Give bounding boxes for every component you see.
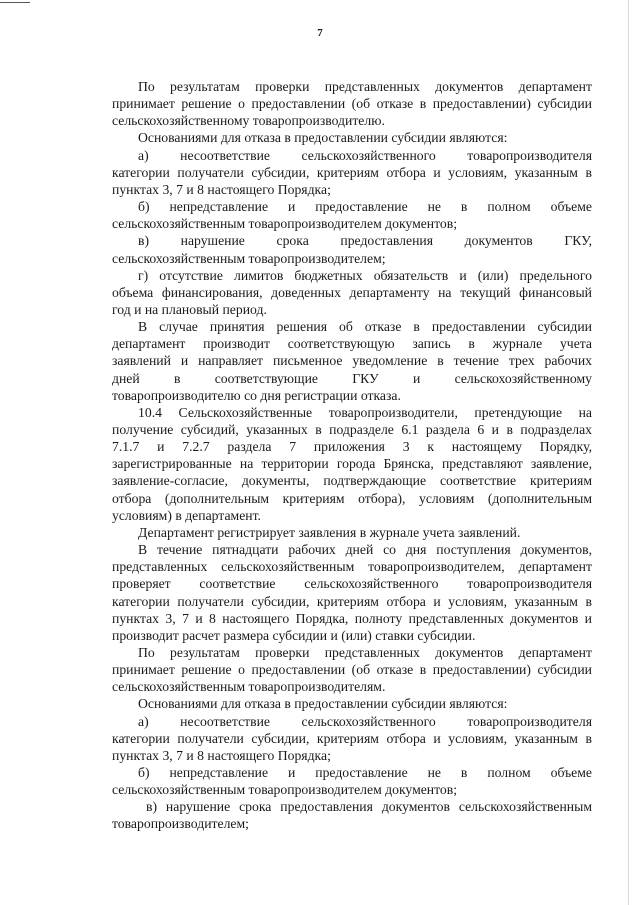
text-line: категории получатели субсидии, критериям отбора и условиям, указанным в bbox=[112, 730, 592, 746]
text-line: В случае принятия решения об отказе в предоставлении субсидии bbox=[138, 319, 592, 335]
text-line: В течение пятнадцати рабочих дней со дня поступления документов, bbox=[138, 542, 592, 558]
page-edge bbox=[628, 0, 629, 905]
text-line: год и на плановый период. bbox=[112, 301, 267, 317]
scan-mark bbox=[0, 2, 30, 3]
text-line: пунктах 3, 7 и 8 настоящего Порядка; bbox=[112, 747, 331, 763]
text-line: товаропроизводителем; bbox=[112, 816, 249, 832]
text-line: сельскохозяйственным товаропроизводителем документов; bbox=[112, 782, 458, 798]
text-line: категории получатели субсидии, критериям отбора и условиям, указанным в bbox=[112, 593, 592, 609]
text-line: сельскохозяйственным товаропроизводителям. bbox=[112, 679, 386, 695]
text-line: заявление-согласие, документы, подтверждающие соответствие критериям bbox=[112, 473, 592, 489]
text-line: в) нарушение срока предоставления документов ГКУ, bbox=[138, 233, 592, 249]
text-line: б) непредставление и предоставление не в полном объеме bbox=[138, 199, 592, 215]
text-line: принимает решение о предоставлении (об отказе в предоставлении) субсидии bbox=[112, 662, 592, 678]
text-line: отбора (дополнительным критериям отбора), условиям (дополнительным bbox=[112, 490, 592, 506]
text-line: Департамент регистрирует заявления в журнале учета заявлений. bbox=[138, 524, 521, 540]
page-number: 7 bbox=[317, 27, 323, 39]
text-line: принимает решение о предоставлении (об отказе в предоставлении) субсидии bbox=[112, 96, 592, 112]
text-line: производит расчет размера субсидии и (или) ставки субсидии. bbox=[112, 627, 476, 643]
text-line: в) нарушение срока предоставления документов сельскохозяйственным bbox=[146, 799, 592, 815]
text-line: категории получатели субсидии, критериям отбора и условиям, указанным в bbox=[112, 164, 592, 180]
text-line: Основаниями для отказа в предоставлении субсидии являются: bbox=[138, 696, 508, 712]
text-line: сельскохозяйственным товаропроизводителем документов; bbox=[112, 216, 458, 232]
text-line: дней в соответствующие ГКУ и сельскохозяйственному bbox=[112, 370, 592, 386]
text-line: товаропроизводителю со дня регистрации отказа. bbox=[112, 387, 401, 403]
text-line: объема финансирования, доведенных департаменту на текущий финансовый bbox=[112, 284, 592, 300]
text-line: получение субсидий, указанных в подразделе 6.1 раздела 6 и в подразделах bbox=[112, 422, 592, 437]
text-line: г) отсутствие лимитов бюджетных обязательств и (или) предельного bbox=[138, 267, 592, 283]
text-line: условиям) в департамент. bbox=[112, 507, 261, 523]
text-line: б) непредставление и предоставление не в полном объеме bbox=[138, 765, 592, 780]
text-line: заявлений и направляет письменное уведомление в течение трех рабочих bbox=[112, 353, 592, 369]
text-line: зарегистрированные на территории города Брянска, представляют заявление, bbox=[112, 456, 592, 472]
text-line: пунктах 3, 7 и 8 настоящего Порядка, полноту представленных документов и bbox=[112, 610, 592, 626]
text-line: представленных сельскохозяйственным товаропроизводителем, департамент bbox=[112, 559, 592, 575]
text-line: сельскохозяйственному товаропроизводителю. bbox=[112, 113, 385, 129]
text-line: По результатам проверки представленных документов департамент bbox=[138, 644, 592, 660]
text-line: 7.1.7 и 7.2.7 раздела 7 приложения 3 к настоящему Порядку, bbox=[112, 439, 592, 455]
text-line: сельскохозяйственным товаропроизводителем; bbox=[112, 250, 386, 266]
text-line: пунктах 3, 7 и 8 настоящего Порядка; bbox=[112, 181, 331, 197]
text-line: проверяет соответствие сельскохозяйственного товаропроизводителя bbox=[112, 576, 592, 592]
text-line: департамент производит соответствующую запись в журнале учета bbox=[112, 336, 592, 352]
text-line: а) несоответствие сельскохозяйственного товаропроизводителя bbox=[138, 147, 592, 163]
text-line: а) несоответствие сельскохозяйственного товаропроизводителя bbox=[138, 713, 592, 729]
text-line: Основаниями для отказа в предоставлении субсидии являются: bbox=[138, 130, 508, 146]
text-line: 10.4 Сельскохозяйственные товаропроизводители, претендующие на bbox=[138, 404, 592, 420]
text-line: По результатам проверки представленных документов департамент bbox=[138, 79, 592, 94]
